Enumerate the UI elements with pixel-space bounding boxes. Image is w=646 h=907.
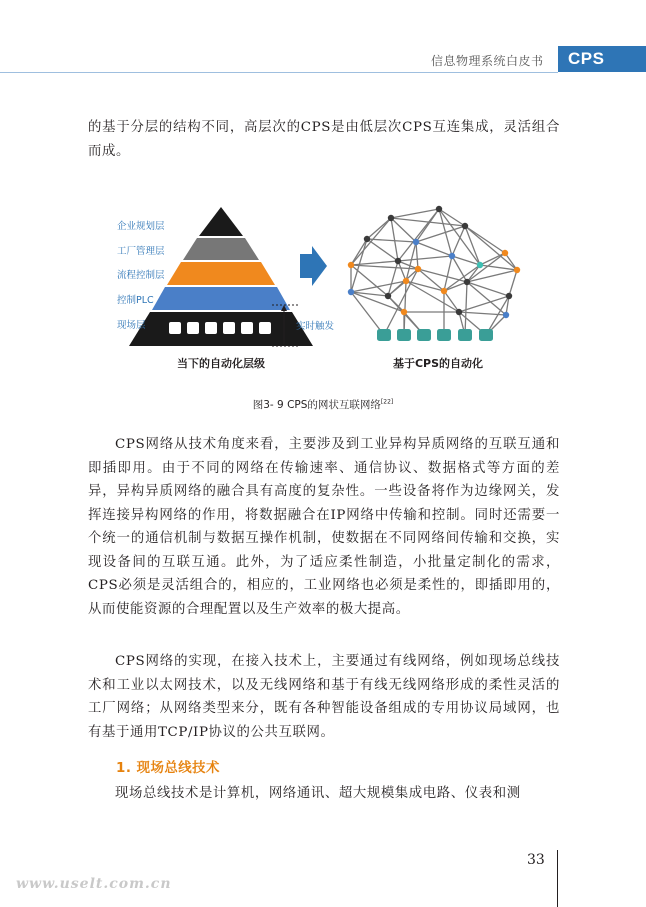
network-node-19 [401, 309, 407, 315]
field-device-3 [205, 322, 217, 334]
body-paragraph-2: CPS网络的实现，在接入技术上，主要通过有线网络，例如现场总线技术和工业以太网技术，以及无线网络和基于有线无线网络形成的柔性灵活的工厂网络；从网络类型来分，既有各种智能设备组成的专用协议局域网，也有基于通用TCP/IP协议的公共互联网。 [88, 654, 560, 740]
network-node-12 [514, 267, 520, 273]
network-device-6 [479, 329, 493, 341]
network-node-7 [395, 258, 401, 264]
network-node-20 [456, 309, 462, 315]
intro-paragraph: 的基于分层的结构不同，高层次的CPS是由低层次CPS互连集成，灵活组合而成。 [88, 120, 560, 159]
network-node-1 [388, 215, 394, 221]
figure-caption [0, 397, 646, 412]
network-link [509, 270, 517, 296]
pyramid-layer-3 [167, 262, 275, 285]
network-node-21 [503, 312, 509, 318]
transform-arrow-icon [300, 246, 327, 286]
network-link [351, 261, 398, 265]
network-link [416, 242, 418, 269]
network-node-10 [477, 262, 483, 268]
header-title: 信息物理系统白皮书 [431, 54, 544, 68]
network-device-5 [458, 329, 472, 341]
network-link [398, 256, 452, 261]
network-node-5 [462, 223, 468, 229]
network-link [444, 291, 459, 312]
field-device-4 [223, 322, 235, 334]
pyramid-layer-4 [152, 287, 290, 310]
page-number: 33 [527, 852, 545, 868]
network-device-4 [437, 329, 451, 341]
field-device-5 [241, 322, 253, 334]
network-link [416, 242, 452, 256]
network-node-4 [413, 239, 419, 245]
network-link [391, 209, 439, 218]
trigger-label: 实时触发 [296, 321, 335, 332]
layer-label-3: 流程控制层 [117, 270, 165, 281]
pyramid-layer-1 [199, 207, 243, 236]
network-node-18 [506, 293, 512, 299]
network-node-3 [364, 236, 370, 242]
network-link [404, 281, 406, 335]
field-device-6 [259, 322, 271, 334]
field-device-1 [169, 322, 181, 334]
network-link [351, 218, 391, 265]
network-link [465, 282, 467, 335]
watermark: www.uselt.com.cn [16, 876, 172, 892]
left-caption: 当下的自动化层级 [177, 357, 265, 370]
figure-caption-text: 图3- 9 CPS的网状互联网络 [252, 399, 381, 411]
network-link [465, 226, 505, 253]
network-node-14 [385, 293, 391, 299]
footer-rule [557, 850, 558, 907]
layer-label-5: 现场层 [117, 320, 146, 331]
network-node-6 [348, 262, 354, 268]
network-node-9 [502, 250, 508, 256]
layer-label-4: 控制PLC [117, 295, 154, 306]
network-edges [351, 209, 517, 335]
network-link [367, 239, 416, 242]
network-node-16 [441, 288, 447, 294]
network-node-17 [464, 279, 470, 285]
right-caption: 基于CPS的自动化 [392, 357, 484, 370]
network-link [367, 218, 391, 239]
network-node-13 [348, 289, 354, 295]
pyramid-layer-5 [129, 312, 313, 346]
section-heading: 1. 现场总线技术 [116, 761, 220, 776]
network-link [398, 209, 439, 261]
layer-label-2: 工厂管理层 [117, 246, 165, 257]
network-node-11 [415, 266, 421, 272]
network-node-2 [436, 206, 442, 212]
field-device-2 [187, 322, 199, 334]
network-node-8 [449, 253, 455, 259]
network-link [467, 282, 509, 296]
network-device-3 [417, 329, 431, 341]
layer-label-1: 企业规划层 [117, 221, 165, 232]
network-device-1 [377, 329, 391, 341]
network-link [384, 269, 418, 335]
network-link [367, 239, 398, 261]
section-paragraph: 现场总线技术是计算机，网络通讯、超大规模集成电路、仪表和测 [115, 786, 521, 801]
body-paragraph-1: CPS网络从技术角度来看，主要涉及到工业异构异质网络的互联互通和即插即用。由于不同的网络在传输速率、通信协议、数据格式等方面的差异，异构异质网络的融合具有高度的复杂性。一些设备将作为边缘网关，发挥连接异构网络的作用，将数据融合在IP网络中传输和控制。同时还需要一个统一的通信机制与数据互操作机制，使数据在不同网络间传输和交换，实现设备间的互联互通。此外，为了适应柔性制造，小批量定制化的需求，CPS必须是灵活组合的，相应的，工业网络也必须是柔性的，即插即用的，从而使能资源的合理配置以及生产效率的极大提高。 [88, 437, 560, 617]
figure-caption-ref: [22] [380, 398, 394, 406]
network-link [351, 239, 367, 265]
network-device-2 [397, 329, 411, 341]
pyramid-layer-2 [183, 238, 259, 260]
network-node-15 [403, 278, 409, 284]
header-badge: CPS [558, 46, 646, 72]
cps-figure [0, 0, 646, 430]
